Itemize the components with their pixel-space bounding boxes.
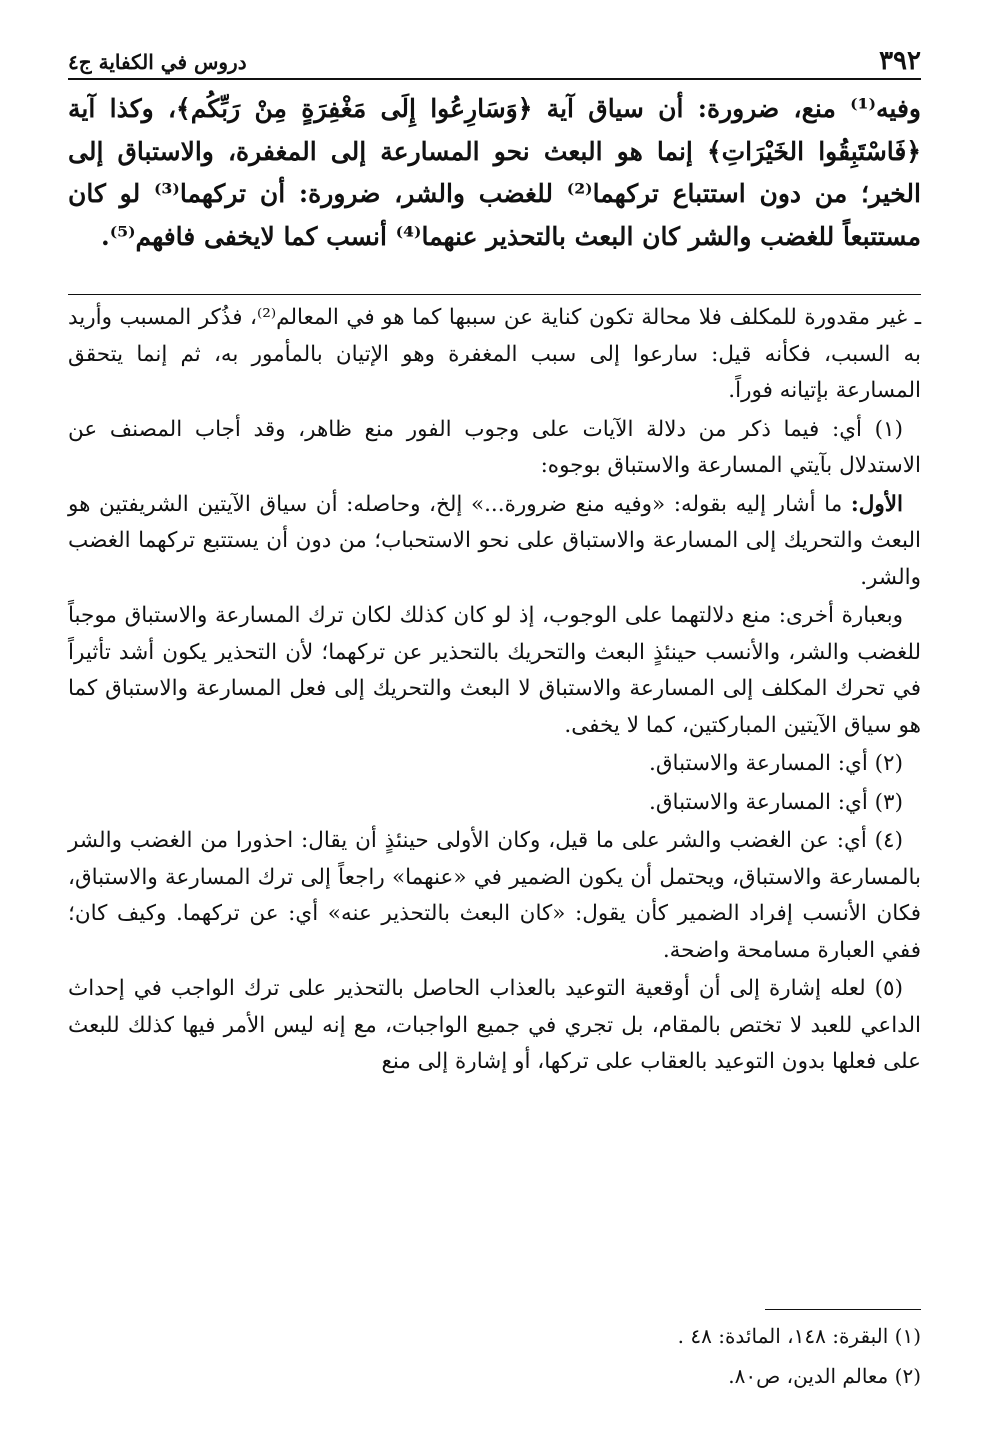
commentary-paragraph: (١) أي: فيما ذكر من دلالة الآيات على وجوب الفور منع ظاهر، وقد أجاب المصنف عن الاستدلال بآيتي المسارعة والاستباق بوجوه: [68, 416, 921, 478]
commentary-paragraph: (٤) أي: عن الغضب والشر على ما قيل، وكان الأولى حينئذٍ أن يقال: احذورا من الغضب والشر بالمسارعة والاستباق، ويحتمل أن يكون الضمير في «عنهما» راجعاً إلى ترك المسارعة والاستباق، فكان الأنسب إفراد الضمير كأن يقول: «كان البعث بالتحذير عنه» أي: عن تركهما. وكيف كان؛ ففي العبارة مسامحة واضحة. [68, 828, 921, 963]
footnotes [68, 1316, 921, 1396]
footnote-rule [765, 1309, 921, 1310]
commentary-paragraph: وبعبارة أخرى: منع دلالتهما على الوجوب، إذ لو كان كذلك لكان ترك المسارعة والاستباق موجباً للغضب والشر، والأنسب حينئذٍ البعث والتحريك بالتحذير عن تركهما؛ لأن التحذير يكون أشد تأثيراً في تحرك المكلف إلى المسارعة والاستباق لا البعث والتحريك إلى فعل المسارعة والاستباق كما هو سياق الآيتين المباركتين، كما لا يخفى. [68, 603, 921, 738]
commentary-paragraph: ـ غير مقدورة للمكلف فلا محالة تكون كناية عن سببها كما هو في المعالم⁽²⁾، فذُكر المسبب وأريد به السبب، فكأنه قيل: سارعوا إلى سبب المغفرة وهو الإتيان بالمأمور به، ثم إنما يتحقق المسارعة بإتيانه فوراً. [68, 305, 922, 403]
commentary-paragraph: (٢) أي: المسارعة والاستباق. [649, 751, 903, 776]
separator-rule [68, 294, 921, 295]
commentary-paragraph: (٣) أي: المسارعة والاستباق. [649, 789, 903, 815]
commentary-text: ما أشار إليه بقوله: «وفيه منع ضرورة...» إلخ، وحاصله: أن سياق الآيتين الشريفتين هو البعث والتحريك إلى المسارعة والاستباق على نحو الاستحباب؛ من دون أن يستتبع تركهما الغضب والشر. [68, 491, 921, 590]
commentary [68, 300, 921, 1083]
commentary-paragraph: (٥) لعله إشارة إلى أن أوقعية التوعيد بالعذاب الحاصل بالتحذير على ترك الواجب في إحداث الداعي للعبد لا تختص بالمقام، بل تجري في جميع الواجبات، مع إنه ليس الأمر فيها كذلك للبعث على فعلها بدون التوعيد بالعقاب على تركها، أو إشارة إلى منع [68, 976, 921, 1074]
running-title: دروس في الكفاية ج٤ [68, 50, 247, 74]
page-header [68, 38, 921, 80]
footnote: (١) البقرة: ١٤٨، المائدة: ٤٨ . [677, 1324, 921, 1348]
commentary-lead: الأول: [850, 491, 903, 517]
footnote: (٢) معالم الدين، ص٨٠. [728, 1364, 921, 1388]
commentary-paragraph [68, 487, 921, 597]
page-number: ٣٩٢ [879, 46, 921, 76]
main-text: وفيه⁽¹⁾ منع، ضرورة: أن سياق آية ﴿وَسَارِعُوا إِلَى مَغْفِرَةٍ مِنْ رَبِّكُم﴾، وكذا آية ﴿فَاسْتَبِقُوا الخَيْرَاتِ﴾ إنما هو البعث نحو المسارعة إلى المغفرة، والاستباق إلى الخير؛ من دون استتباع تركهما⁽²⁾ للغضب والشر، ضرورة: أن تركهما⁽³⁾ لو كان مستتبعاً للغضب والشر كان البعث بالتحذير عنهما⁽⁴⁾ أنسب كما لايخفى فافهم⁽⁵⁾. [68, 94, 921, 251]
